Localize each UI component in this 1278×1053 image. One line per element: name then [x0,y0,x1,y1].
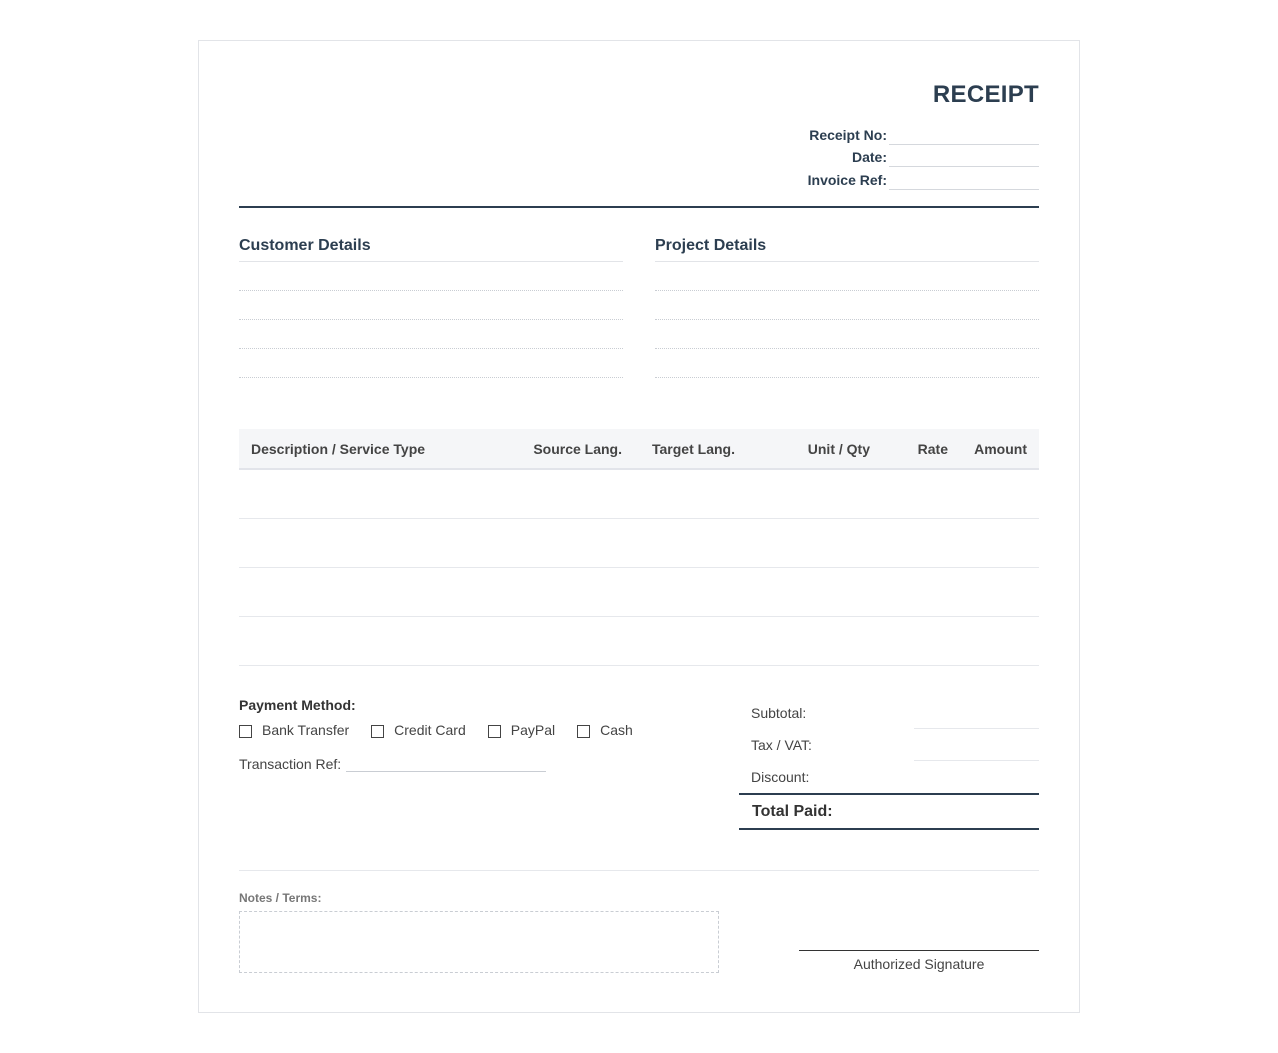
option-label: Cash [600,722,633,738]
payment-options [239,722,719,738]
receipt-sheet [198,40,1080,1013]
invoice-ref-row [789,167,1039,190]
signature-block [799,949,1039,972]
notes-box[interactable] [239,911,719,973]
col-source-lang: Source Lang. [533,440,622,457]
col-unit-qty: Unit / Qty [807,440,870,457]
customer-line[interactable] [239,262,623,291]
signature-line[interactable] [799,949,1039,951]
payment-section [239,697,719,772]
checkbox-credit-card[interactable] [371,725,384,738]
footer-divider [239,870,1039,871]
table-header [239,429,1039,470]
date-field[interactable] [889,145,1039,168]
discount-field[interactable] [914,761,1039,793]
customer-details-title: Customer Details [239,237,623,262]
option-label: PayPal [510,722,556,738]
tax-field[interactable] [914,729,1039,761]
col-target-lang: Target Lang. [652,440,735,457]
tax-label: Tax / VAT: [751,737,812,753]
option-bank-transfer[interactable] [239,722,349,738]
date-label: Date: [851,149,887,165]
project-details-title: Project Details [655,237,1039,262]
option-cash[interactable] [577,722,633,738]
subtotal-row [739,697,1039,729]
payment-method-title: Payment Method: [239,697,356,713]
table-row[interactable] [239,470,1039,519]
receipt-no-field[interactable] [889,122,1039,145]
receipt-title: RECEIPT [932,81,1039,108]
invoice-ref-field[interactable] [889,167,1039,190]
receipt-no-label: Receipt No: [809,126,887,143]
col-description: Description / Service Type [251,440,426,457]
notes-label: Notes / Terms: [239,891,322,905]
customer-line[interactable] [239,349,623,378]
tax-row [739,729,1039,761]
total-paid-label: Total Paid: [752,802,833,820]
receipt-no-row [789,122,1039,145]
totals-section [739,697,1039,830]
signature-label: Authorized Signature [853,956,985,972]
table-row[interactable] [239,568,1039,617]
project-line[interactable] [655,349,1039,378]
total-paid-row [739,793,1039,830]
transaction-ref [239,756,719,772]
project-details [655,237,1039,378]
option-label: Credit Card [394,722,466,738]
option-paypal[interactable] [488,722,555,738]
option-credit-card[interactable] [371,722,466,738]
header-divider [239,206,1039,208]
customer-line[interactable] [239,291,623,320]
project-line[interactable] [655,262,1039,291]
transaction-ref-field[interactable] [346,756,546,772]
notes-section [239,891,719,973]
col-rate: Rate [917,440,948,457]
invoice-ref-label: Invoice Ref: [807,171,887,188]
project-line[interactable] [655,291,1039,320]
option-label: Bank Transfer [262,722,350,738]
receipt-meta [789,122,1039,190]
transaction-ref-label: Transaction Ref: [239,756,342,772]
project-line[interactable] [655,320,1039,349]
subtotal-label: Subtotal: [751,705,807,721]
customer-line[interactable] [239,320,623,349]
line-items-table [239,429,1039,666]
table-row[interactable] [239,519,1039,568]
customer-details [239,237,623,378]
table-row[interactable] [239,617,1039,666]
checkbox-cash[interactable] [577,725,590,738]
checkbox-bank-transfer[interactable] [239,725,252,738]
discount-label: Discount: [751,769,810,785]
checkbox-paypal[interactable] [488,725,501,738]
subtotal-field[interactable] [914,697,1039,729]
col-amount: Amount [974,440,1027,457]
discount-row [739,761,1039,793]
date-row [789,145,1039,168]
